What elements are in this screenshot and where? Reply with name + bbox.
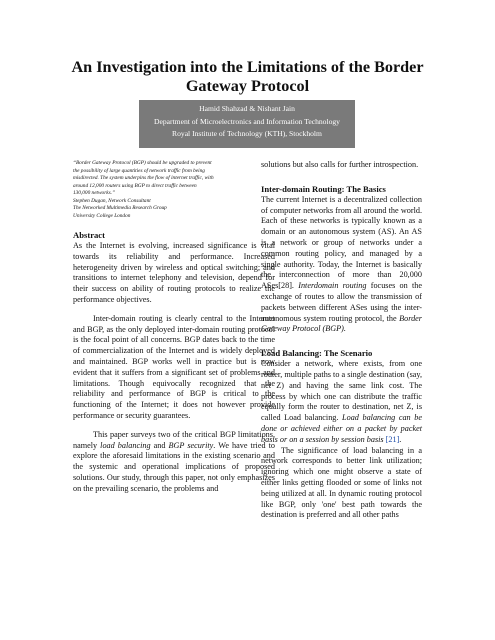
interdomain-paragraph: The current Internet is a decentralized collection of computer networks from all around the world. Each of these networks is typically known as a domain or an autonomous system (AS). An AS is a network or group of networks under a common routing policy, and managed by a single authority. Today, the Internet is basically the interconnection of more than 20,000 ASes[28]. Interdomain routing focuses on the exchange of routes to allow the transmission of packets between different ASes using the inter-autonomous system routing protocol, the Border Gateway Protocol (BGP). xyxy=(261,194,422,334)
epigraph-attribution: Stephen Dugan, Network Consultant xyxy=(73,197,151,204)
right-column xyxy=(261,160,422,521)
loadbalancing-paragraph-2: The significance of load balancing in a network corresponds to better link utilization; ignoring which one might observe a state of either links getting flooded or some of links not being utilized at all. In dynamic routing protocol like BGP, only 'one' best path towards the destination is preferred and all other paths xyxy=(261,445,422,520)
left-column xyxy=(73,160,275,495)
abstract-paragraph-1: As the Internet is evolving, increased significance is vital towards its reliability and performance. Increased heterogeneity driven by wireless and optical switching; and transitions to internet telephony and television, depend for their success on ability of routing protocols to realize the performance objectives. xyxy=(73,241,275,304)
epigraph-line: “Border Gateway Protocol (BGP) should be upgraded to prevent xyxy=(73,160,212,166)
epigraph-line: around 12,000 routers using BGP to direct traffic between xyxy=(73,182,197,189)
epigraph-line: 130,000 networks.” xyxy=(73,190,115,196)
epigraph-affiliation: The Networked Multimedia Research Group xyxy=(73,205,167,211)
loadbalancing-heading: Load Balancing: The Scenario xyxy=(261,348,373,359)
author-banner xyxy=(139,100,355,148)
epigraph xyxy=(73,160,275,220)
intro-continuation: solutions but also calls for further introspection. xyxy=(261,160,419,169)
epigraph-line: misdirected. The system underpins the flow of internet traffic, with xyxy=(73,175,214,181)
citation-link[interactable]: [21] xyxy=(383,434,400,444)
loadbalancing-paragraph-1: Consider a network, where exists, from one router, multiple paths to a single destination (say, net Z) and having the same link cost. The process by which one can distribute the traffic equally form the router to destination, net Z, is called Load balancing. Load balancing can be done or achieved either on a packet by packet basis or on a session by session basis [21]. xyxy=(261,359,422,444)
epigraph-line: the possibility of large quantities of network traffic from being xyxy=(73,167,205,174)
paper-title: An Investigation into the Limitations of the Border Gateway Protocol xyxy=(71,58,424,95)
abstract-paragraph-2: Inter-domain routing is clearly central to the Internet and BGP, as the only deployed inter-domain routing protocol is the focal point of all concerns. BGP dates back to the time of commercialization of the Internet and is widely deployed and maintained. BGP works well in practice but is now evident that it suffers from a significant set of problems and limitations. Though equivocally recognized that the reliability and performance of BGP is critical to the functioning of the Internet; it does not however provide performance or security guarantees. xyxy=(73,313,275,420)
abstract-paragraph-3: This paper surveys two of the critical BGP limitations, namely load balancing and BGP security. We have tried to explore the aforesaid limitations in the existing scenario and the systemic and operational implications of proposed solutions. Our study, through this paper, not only emphasizes on the prevailing scenario, the problems and xyxy=(73,429,275,493)
epigraph-affiliation: University College London xyxy=(73,212,131,219)
interdomain-heading: Inter-domain Routing: The Basics xyxy=(261,183,386,194)
authors: Hamid Shahzad & Nishant Jain xyxy=(199,104,295,113)
abstract-heading: Abstract xyxy=(73,230,105,240)
institute: Royal Institute of Technology (KTH), Stockholm xyxy=(172,129,322,138)
department: Department of Microelectronics and Information Technology xyxy=(154,116,340,126)
